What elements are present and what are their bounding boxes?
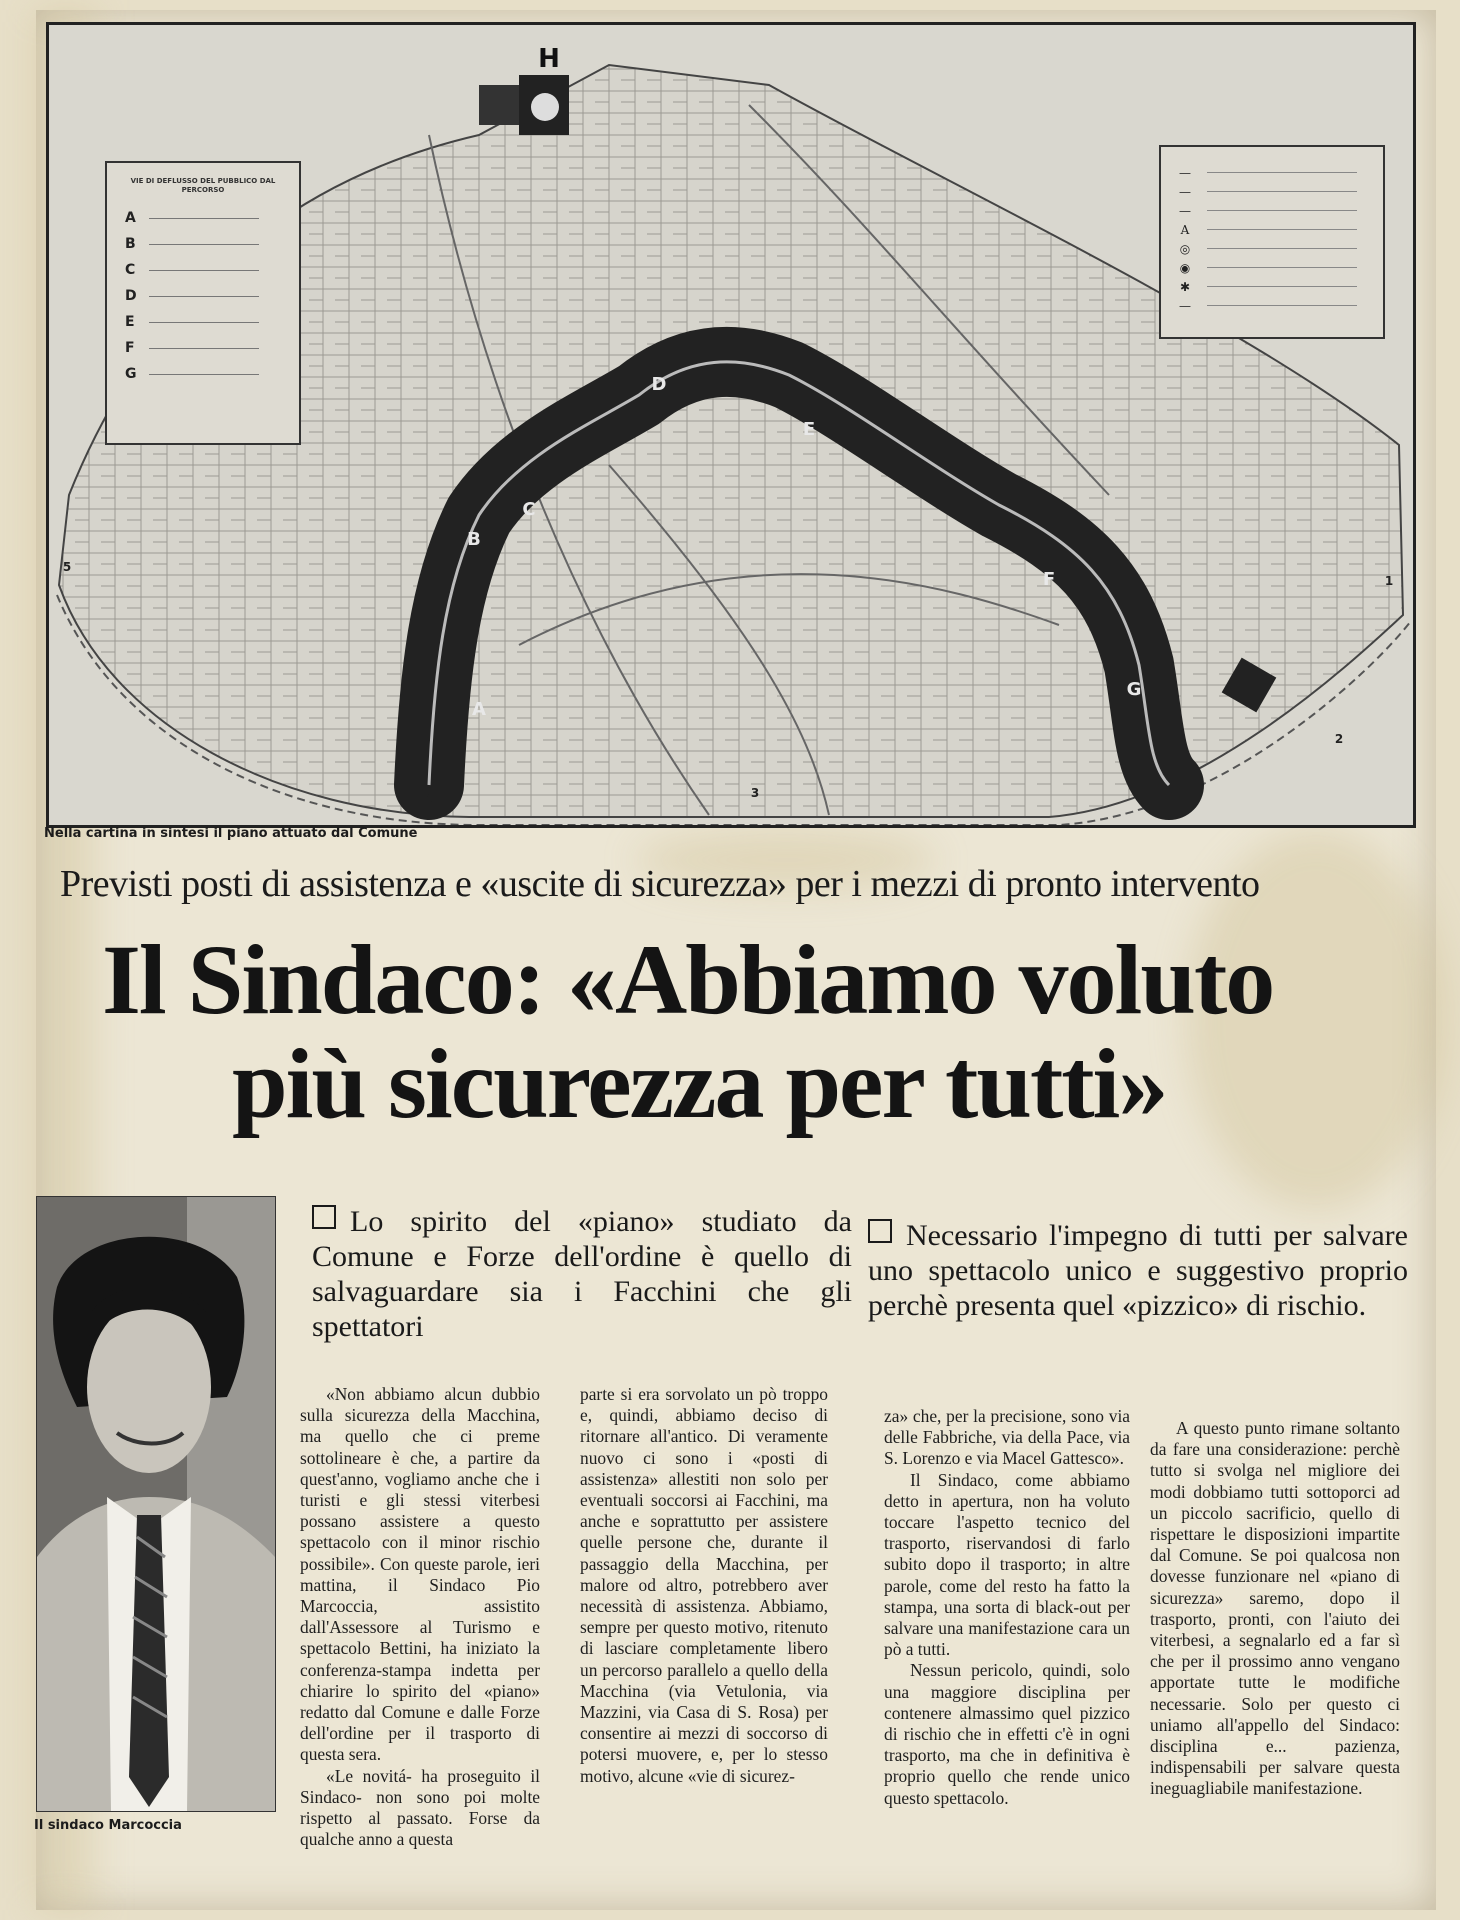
key-symbol-icon: — bbox=[1179, 298, 1191, 313]
key-line bbox=[1207, 267, 1357, 268]
legend-row bbox=[125, 205, 299, 231]
checkbox-bullet-icon bbox=[312, 1205, 336, 1229]
exit-number-label: 5 bbox=[62, 560, 72, 574]
route-letter-label: A bbox=[472, 699, 486, 720]
article-column-2 bbox=[580, 1384, 828, 1787]
key-symbol-icon: A bbox=[1180, 222, 1190, 237]
key-row bbox=[1175, 277, 1383, 296]
legend-letter: E bbox=[125, 314, 135, 330]
legend-line bbox=[149, 322, 259, 323]
legend-line bbox=[149, 218, 259, 219]
hospital-marker-icon: H bbox=[538, 44, 560, 74]
key-line bbox=[1207, 191, 1357, 192]
subhead-right bbox=[868, 1218, 1408, 1323]
photo-caption: Il sindaco Marcoccia bbox=[34, 1818, 182, 1833]
subhead-left bbox=[312, 1204, 852, 1344]
key-line bbox=[1207, 248, 1357, 249]
exit-number-label: 4 bbox=[424, 792, 434, 806]
key-symbol-icon: ◎ bbox=[1179, 241, 1191, 256]
key-symbol-icon: — bbox=[1179, 165, 1191, 180]
article-column-3 bbox=[884, 1406, 1130, 1809]
key-line bbox=[1207, 172, 1357, 173]
paragraph: za» che, per la precisione, sono via delle Fabbriche, via della Pace, via S. Lorenzo e via Macel Gattesco». bbox=[884, 1406, 1130, 1469]
route-letter-label: B bbox=[467, 529, 481, 550]
headline-line-2: più sicurezza per tutti» bbox=[232, 1028, 1167, 1139]
key-row bbox=[1175, 239, 1383, 258]
paragraph: «Non abbiamo alcun dubbio sulla sicurezza della Macchina, ma quello che ci preme sottolineare è che, a partire da quest'anno, vogliamo anche che i turisti e gli stessi viterbesi possano assistere a questo spettacolo con il minor rischio possibile». Con queste parole, ieri mattina, il Sindaco Pio Marcoccia, assistito dall'Assessore al Turismo e spettacolo Bettini, ha iniziato la conferenza-stampa indetta per chiarire lo spirito del «piano» redatto dal Comune e dalle Forze dell'ordine per il trasporto di questa sera. bbox=[300, 1384, 540, 1765]
key-symbol-icon: — bbox=[1179, 203, 1191, 218]
legend-row bbox=[125, 257, 299, 283]
legend-line bbox=[149, 348, 259, 349]
key-line bbox=[1207, 305, 1357, 306]
legend-letter: F bbox=[125, 340, 135, 356]
key-row bbox=[1175, 182, 1383, 201]
legend-line bbox=[149, 270, 259, 271]
headline-line-1: Il Sindaco: «Abbiamo voluto bbox=[102, 924, 1274, 1035]
legend-letter: C bbox=[125, 262, 136, 278]
route-letter-label: F bbox=[1042, 569, 1056, 590]
key-row bbox=[1175, 201, 1383, 220]
key-rows bbox=[1161, 163, 1383, 315]
legend-letter: G bbox=[125, 366, 137, 382]
key-line bbox=[1207, 210, 1357, 211]
key-symbol-icon: — bbox=[1179, 184, 1191, 199]
exit-number-label: 1 bbox=[1384, 574, 1394, 588]
article-column-1 bbox=[300, 1384, 540, 1850]
route-letter-label: C bbox=[522, 499, 536, 520]
paragraph: Il Sindaco, come abbiamo detto in apertura, non ha voluto toccare l'aspetto tecnico del trasporto, riservandosi di farlo subito dopo il trasporto; in altre parole, come del resto ha fatto la stampa, una sorta di black-out per salvare una manifestazione cara un pò a tutti. bbox=[884, 1469, 1130, 1660]
route-map bbox=[46, 22, 1416, 828]
article-column-4 bbox=[1150, 1418, 1400, 1800]
legend-letter: B bbox=[125, 236, 136, 252]
legend-line bbox=[149, 244, 259, 245]
mayor-photo bbox=[36, 1196, 276, 1812]
paragraph: «Le novitá- ha proseguito il Sindaco- non sono poi molte rispetto al passato. Forse da qualche anno a questa bbox=[300, 1765, 540, 1850]
route-letter-label: E bbox=[802, 419, 816, 440]
portrait-drawing bbox=[37, 1197, 275, 1811]
legend-row bbox=[125, 361, 299, 387]
exit-number-label: 3 bbox=[750, 786, 760, 800]
map-legend bbox=[105, 161, 301, 445]
key-symbol-icon: ✱ bbox=[1179, 279, 1191, 294]
legend-row bbox=[125, 283, 299, 309]
main-headline bbox=[62, 924, 1412, 1139]
paragraph: parte si era sorvolato un pò troppo e, quindi, abbiamo deciso di ritornare all'antico. Di veramente nuovo ci sono i «posti di assistenza» allestiti non solo per eventuali soccorsi ai Facchini, ma anche e soprattutto per assistere quelle persone che, durante il passaggio della Macchina, per malore od altro, potrebbero aver necessità di assistenza. Abbiamo, sempre per questo motivo, ritenuto di lasciare completamente libero un percorso parallelo a quello della Macchina (via Vetulonia, via Mazzini, via Casa di S. Rosa) per consentire ai mezzi di soccorso di potersi muovere, e, per lo stesso motivo, alcune «vie di sicurez- bbox=[580, 1384, 828, 1786]
subhead-left-text: Lo spirito del «piano» studiato da Comune e Forze dell'ordine è quello di salvaguardare sia i Facchini che gli spettatori bbox=[312, 1205, 852, 1343]
key-line bbox=[1207, 229, 1357, 230]
route-letter-label: G bbox=[1126, 679, 1142, 700]
legend-row bbox=[125, 231, 299, 257]
map-caption: Nella cartina in sintesi il piano attuato dal Comune bbox=[44, 826, 418, 841]
legend-row bbox=[125, 309, 299, 335]
paragraph: A questo punto rimane soltanto da fare una considerazione: perchè tutto si svolga nel migliore dei modi dobbiamo tutti sottoporci ad un piccolo sacrificio, quello di rispettare le disposizioni impartite dal Comune. Se poi qualcosa non dovesse funzionare nel «piano di sicurezza» saremo, dopo il trasporto, pronti, con l'aiuto dei viterbesi, a segnalarlo ed a far sì che per il prossimo anno vengano apportate tutte le modifiche necessarie. Solo per questo ci uniamo all'appello del Sindaco: disciplina e... pazienza, indispensabili per salvare questa ineguagliabile manifestazione. bbox=[1150, 1418, 1400, 1799]
route-letter-label: D bbox=[651, 374, 667, 395]
key-line bbox=[1207, 286, 1357, 287]
subhead-right-text: Necessario l'impegno di tutti per salvare uno spettacolo unico e suggestivo proprio perchè presenta quel «pizzico» di rischio. bbox=[868, 1219, 1408, 1322]
key-row bbox=[1175, 163, 1383, 182]
legend-line bbox=[149, 296, 259, 297]
legend-letter: A bbox=[125, 210, 136, 226]
kicker-headline: Previsti posti di assistenza e «uscite di sicurezza» per i mezzi di pronto intervento bbox=[60, 863, 1260, 905]
key-row bbox=[1175, 258, 1383, 277]
legend-letter: D bbox=[125, 288, 137, 304]
legend-rows bbox=[107, 205, 299, 387]
legend-line bbox=[149, 374, 259, 375]
map-key bbox=[1159, 145, 1385, 339]
legend-row bbox=[125, 335, 299, 361]
exit-number-label: 2 bbox=[1334, 732, 1344, 746]
key-symbol-icon: ◉ bbox=[1179, 260, 1191, 275]
legend-title: VIE DI DEFLUSSO DEL PUBBLICO DAL PERCORSO bbox=[130, 177, 276, 194]
key-row bbox=[1175, 220, 1383, 239]
key-row bbox=[1175, 296, 1383, 315]
checkbox-bullet-icon bbox=[868, 1219, 892, 1243]
paragraph: Nessun pericolo, quindi, solo una maggiore disciplina per contenere almassimo quel pizzico di rischio che in effetti c'è in ogni trasporto, ma che in definitiva è proprio quello che rende unico questo spettacolo. bbox=[884, 1660, 1130, 1808]
